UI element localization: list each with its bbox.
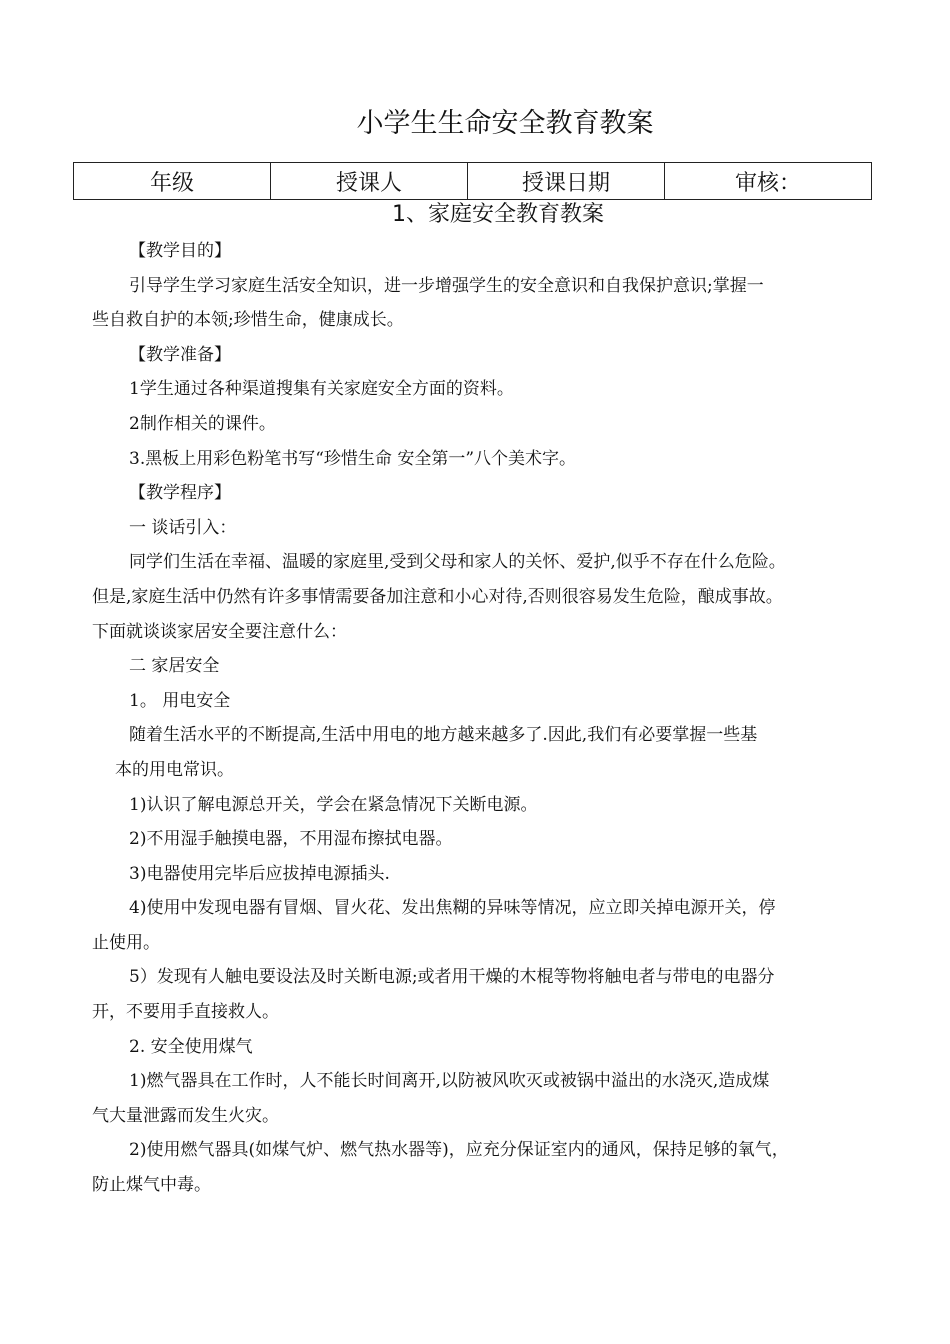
paragraph-line: 但是,家庭生活中仍然有许多事情需要备加注意和小心对待,否则很容易发生危险，酿成事故。 (92, 586, 783, 607)
section-title: 1、家庭安全教育教案 (392, 202, 604, 227)
paragraph-line: 引导学生学习家庭生活安全知识，进一步增强学生的安全意识和自我保护意识;掌握一 (129, 275, 764, 296)
paragraph-line: 随着生活水平的不断提高,生活中用电的地方越来越多了.因此,我们有必要掌握一些基 (129, 725, 758, 746)
table-cell-grade: 年级 (74, 163, 271, 200)
list-item-continuation: 开，不要用手直接救人。 (92, 1002, 279, 1023)
list-item: 5）发现有人触电要设法及时关断电源;或者用干燥的木棍等物将触电者与带电的电器分 (129, 967, 775, 988)
lesson-info-table (73, 162, 872, 200)
document-title: 小学生生命安全教育教案 (356, 108, 654, 139)
heading-objectives: 【教学目的】 (129, 241, 231, 261)
paragraph-line: 2制作相关的课件。 (129, 413, 276, 434)
list-item: 1)认识了解电源总开关，学会在紧急情况下关断电源。 (129, 794, 538, 815)
list-item: 2)使用燃气器具(如煤气炉、燃气热水器等)，应充分保证室内的通风，保持足够的氧气， (129, 1140, 789, 1161)
table-cell-review: 审核： (665, 163, 872, 200)
document-body (92, 234, 872, 1203)
paragraph-line: 下面就谈谈家居安全要注意什么： (92, 621, 347, 642)
paragraph-line: 些自救自护的本领;珍惜生命，健康成长。 (92, 310, 404, 331)
heading-preparation: 【教学准备】 (129, 344, 231, 365)
list-item: 1)燃气器具在工作时，人不能长时间离开,以防被风吹灭或被锅中溢出的水浇灭,造成煤 (129, 1071, 770, 1092)
list-item: 3)电器使用完毕后应拔掉电源插头. (129, 863, 390, 884)
table-row (74, 163, 872, 200)
paragraph-line: 1学生通过各种渠道搜集有关家庭安全方面的资料。 (129, 379, 514, 400)
list-item: 4)使用中发现电器有冒烟、冒火花、发出焦糊的异味等情况，应立即关掉电源开关，停 (129, 898, 776, 919)
table-cell-teacher: 授课人 (271, 163, 468, 200)
heading-procedure: 【教学程序】 (129, 483, 231, 504)
subheading-gas: 2. 安全使用煤气 (129, 1036, 253, 1057)
list-item-continuation: 防止煤气中毒。 (92, 1175, 211, 1196)
subheading-home-safety: 二 家居安全 (129, 656, 220, 677)
table-cell-date: 授课日期 (468, 163, 665, 200)
paragraph-line: 本的用电常识。 (115, 759, 234, 780)
list-item-continuation: 止使用。 (92, 932, 160, 953)
list-item: 2)不用湿手触摸电器，不用湿布擦拭电器。 (129, 829, 453, 850)
paragraph-line: 同学们生活在幸福、温暖的家庭里,受到父母和家人的关怀、爱护,似乎不存在什么危险。 (129, 552, 786, 573)
subheading-electricity: 1。 用电安全 (129, 690, 231, 711)
list-item-continuation: 气大量泄露而发生火灾。 (92, 1105, 279, 1126)
paragraph-line: 3.黑板上用彩色粉笔书写“珍惜生命 安全第一”八个美术字。 (129, 448, 577, 469)
subheading-intro: 一 谈话引入： (129, 517, 237, 538)
